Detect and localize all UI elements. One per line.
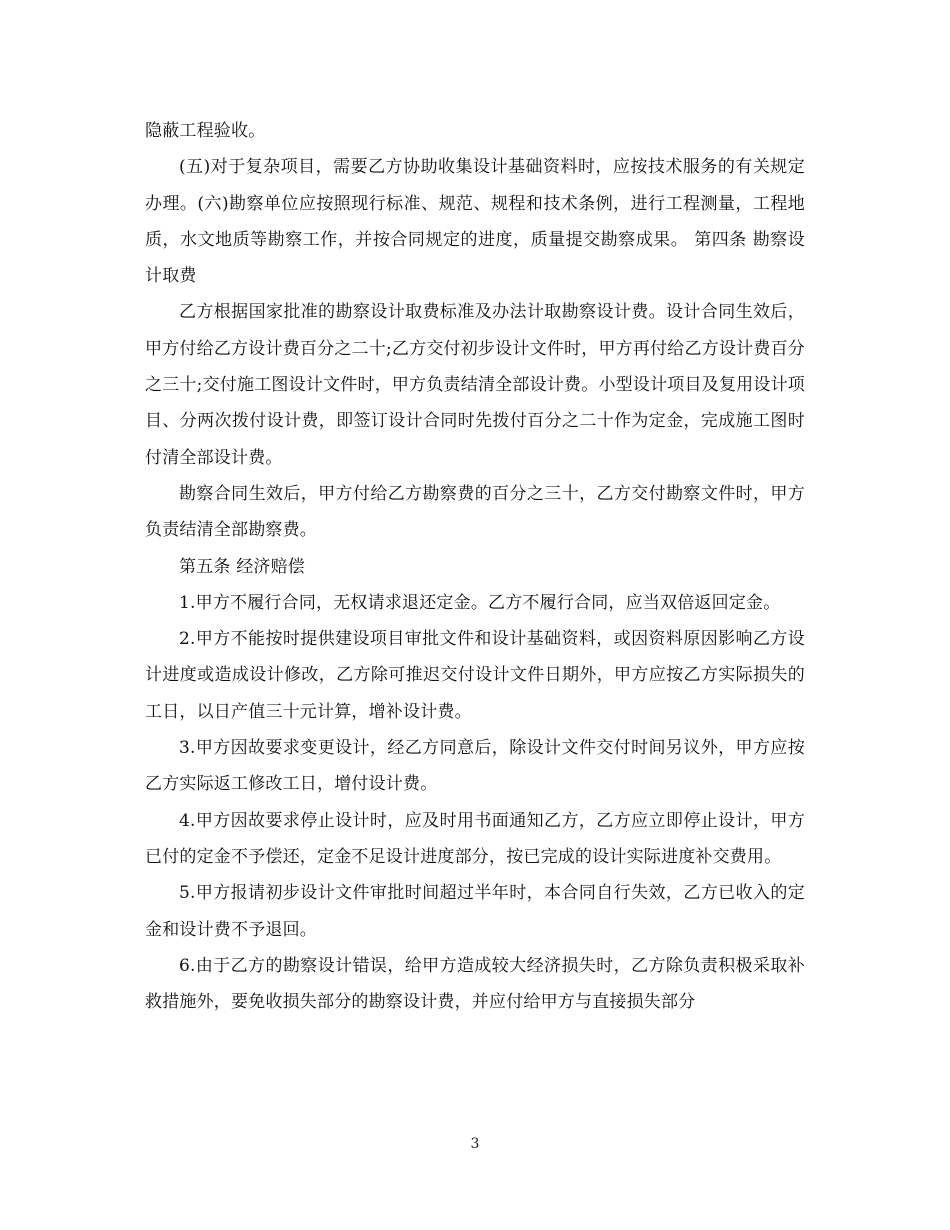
clause-3: 3.甲方因故要求变更设计，经乙方同意后，除设计文件交付时间另议外，甲方应按乙方实际返工修改工日，增付设计费。 [145, 738, 805, 795]
paragraph-0: 隐蔽工程验收。 [145, 121, 266, 141]
section-heading-5: 第五条 经济赔偿 [179, 556, 306, 577]
paragraph-2: 乙方根据国家批准的勘察设计取费标准及办法计取勘察设计费。设计合同生效后，甲方付给乙方设计费百分之二十;乙方交付初步设计文件时，甲方再付给乙方设计费百分之三十;交付施工图设计文件时，甲方负责结清全部设计费。小型设计项目及复用设计项目、分两次拨付设计费，即签订设计合同时先拨付百分之二十作为定金，完成施工图时付清全部设计费。 [145, 302, 805, 468]
clause-2: 2.甲方不能按时提供建设项目审批文件和设计基础资料，或因资料原因影响乙方设计进度或造成设计修改，乙方除可推迟交付设计文件日期外，甲方应按乙方实际损失的工日，以日产值三十元计算，增补设计费。 [145, 629, 805, 722]
paragraph-1: (五)对于复杂项目，需要乙方协助收集设计基础资料时，应按技术服务的有关规定办理。(六)勘察单位应按照现行标准、规范、规程和技术条例，进行工程测量，工程地质，水文地质等勘察工作，并按合同规定的进度，质量提交勘察成果。 第四条 勘察设计取费 [145, 157, 805, 287]
clause-6: 6.由于乙方的勘察设计错误，给甲方造成较大经济损失时，乙方除负责积极采取补救措施外，要免收损失部分的勘察设计费，并应付给甲方与直接损失部分 [145, 955, 805, 1013]
clause-1: 1.甲方不履行合同，无权请求退还定金。乙方不履行合同，应当双倍返回定金。 [179, 592, 781, 613]
page-number: 3 [470, 1136, 480, 1152]
paragraph-3: 勘察合同生效后，甲方付给乙方勘察费的百分之三十，乙方交付勘察文件时，甲方负责结清全部勘察费。 [145, 483, 805, 541]
document-body [145, 113, 805, 1020]
clause-5: 5.甲方报请初步设计文件审批时间超过半年时，本合同自行失效，乙方已收入的定金和设计费不予退回。 [145, 883, 805, 940]
clause-4: 4.甲方因故要求停止设计时，应及时用书面通知乙方，乙方应立即停止设计，甲方已付的定金不予偿还，定金不足设计进度部分，按已完成的设计实际进度补交费用。 [145, 810, 805, 867]
